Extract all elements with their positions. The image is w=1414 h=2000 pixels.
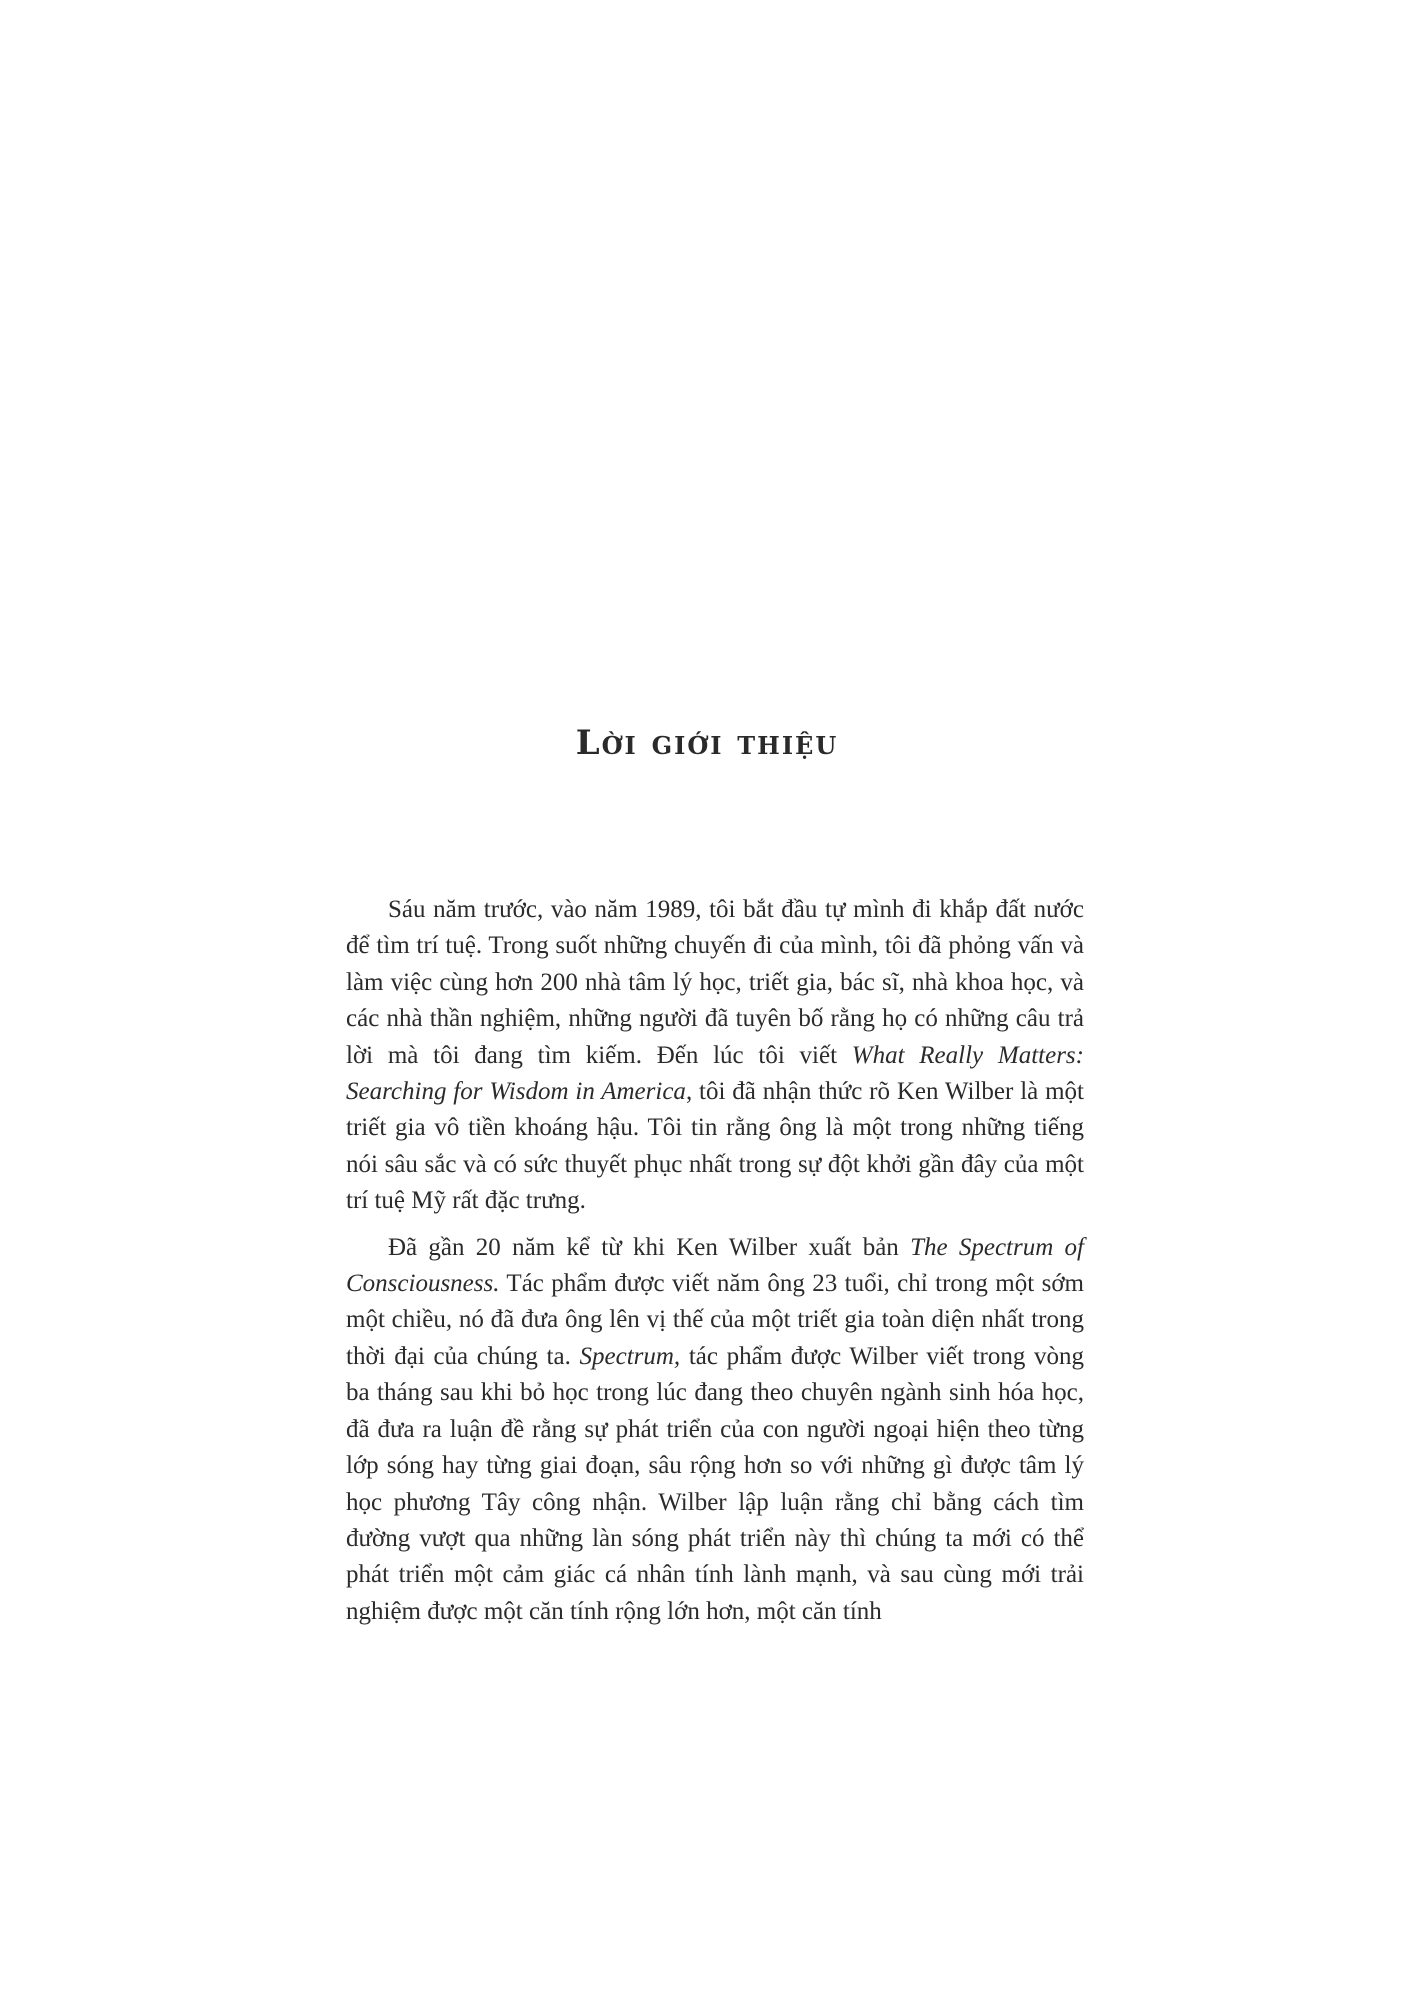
body-text <box>346 892 1084 1640</box>
paragraph-2-text-middle: Tác phẩm được viết năm ông 23 tuổi, chỉ trong một sớm một chiều, nó đã đưa ông lên vị thế của một triết gia toàn diện nhất trong thời đại của chúng ta. <box>346 1270 1084 1370</box>
paragraph-2 <box>346 1230 1084 1630</box>
paragraph-2-text-start: Đã gần 20 năm kể từ khi Ken Wilber xuất bản <box>388 1233 911 1261</box>
paragraph-1 <box>346 892 1084 1220</box>
book-title-what-really-matters: What Really Matters: Searching for Wisdom in America <box>346 1041 1084 1106</box>
paragraph-1-text-start: Sáu năm trước, vào năm 1989, tôi bắt đầu tự mình đi khắp đất nước để tìm trí tuệ. Trong suốt những chuyến đi của mình, tôi đã phỏng vấn và làm việc cùng hơn 200 nhà tâm lý học, triết gia, bác sĩ, nhà khoa học, và các nhà thần nghiệm, những người đã tuyên bố rằng họ có những câu trả lời mà tôi đang tìm kiếm. Đến lúc tôi viết <box>346 896 1084 1069</box>
paragraph-1-text-end: , tôi đã nhận thức rõ Ken Wilber là một triết gia vô tiền khoáng hậu. Tôi tin rằng ông là một trong những tiếng nói sâu sắc và có sức thuyết phục nhất trong sự đột khởi gần đây của một trí tuệ Mỹ rất đặc trưng. <box>346 1078 1084 1215</box>
book-title-spectrum-of-consciousness: The Spectrum of Consciousness. <box>346 1233 1084 1298</box>
page-title: Lời giới thiệu <box>575 722 839 763</box>
paragraph-2-text-end: tác phẩm được Wilber viết trong vòng ba tháng sau khi bỏ học trong lúc đang theo chuyên ngành sinh hóa học, đã đưa ra luận đề rằng sự phát triển của con người ngoại hiện theo từng lớp sóng hay từng giai đoạn, sâu rộng hơn so với những gì được tâm lý học phương Tây công nhận. Wilber lập luận rằng chỉ bằng cách tìm đường vượt qua những làn sóng phát triển này thì chúng ta mới có thể phát triển một cảm giác cá nhân tính lành mạnh, và sau cùng mới trải nghiệm được một căn tính rộng lớn hơn, một căn tính <box>346 1342 1084 1625</box>
book-title-spectrum-short: Spectrum, <box>579 1342 681 1370</box>
